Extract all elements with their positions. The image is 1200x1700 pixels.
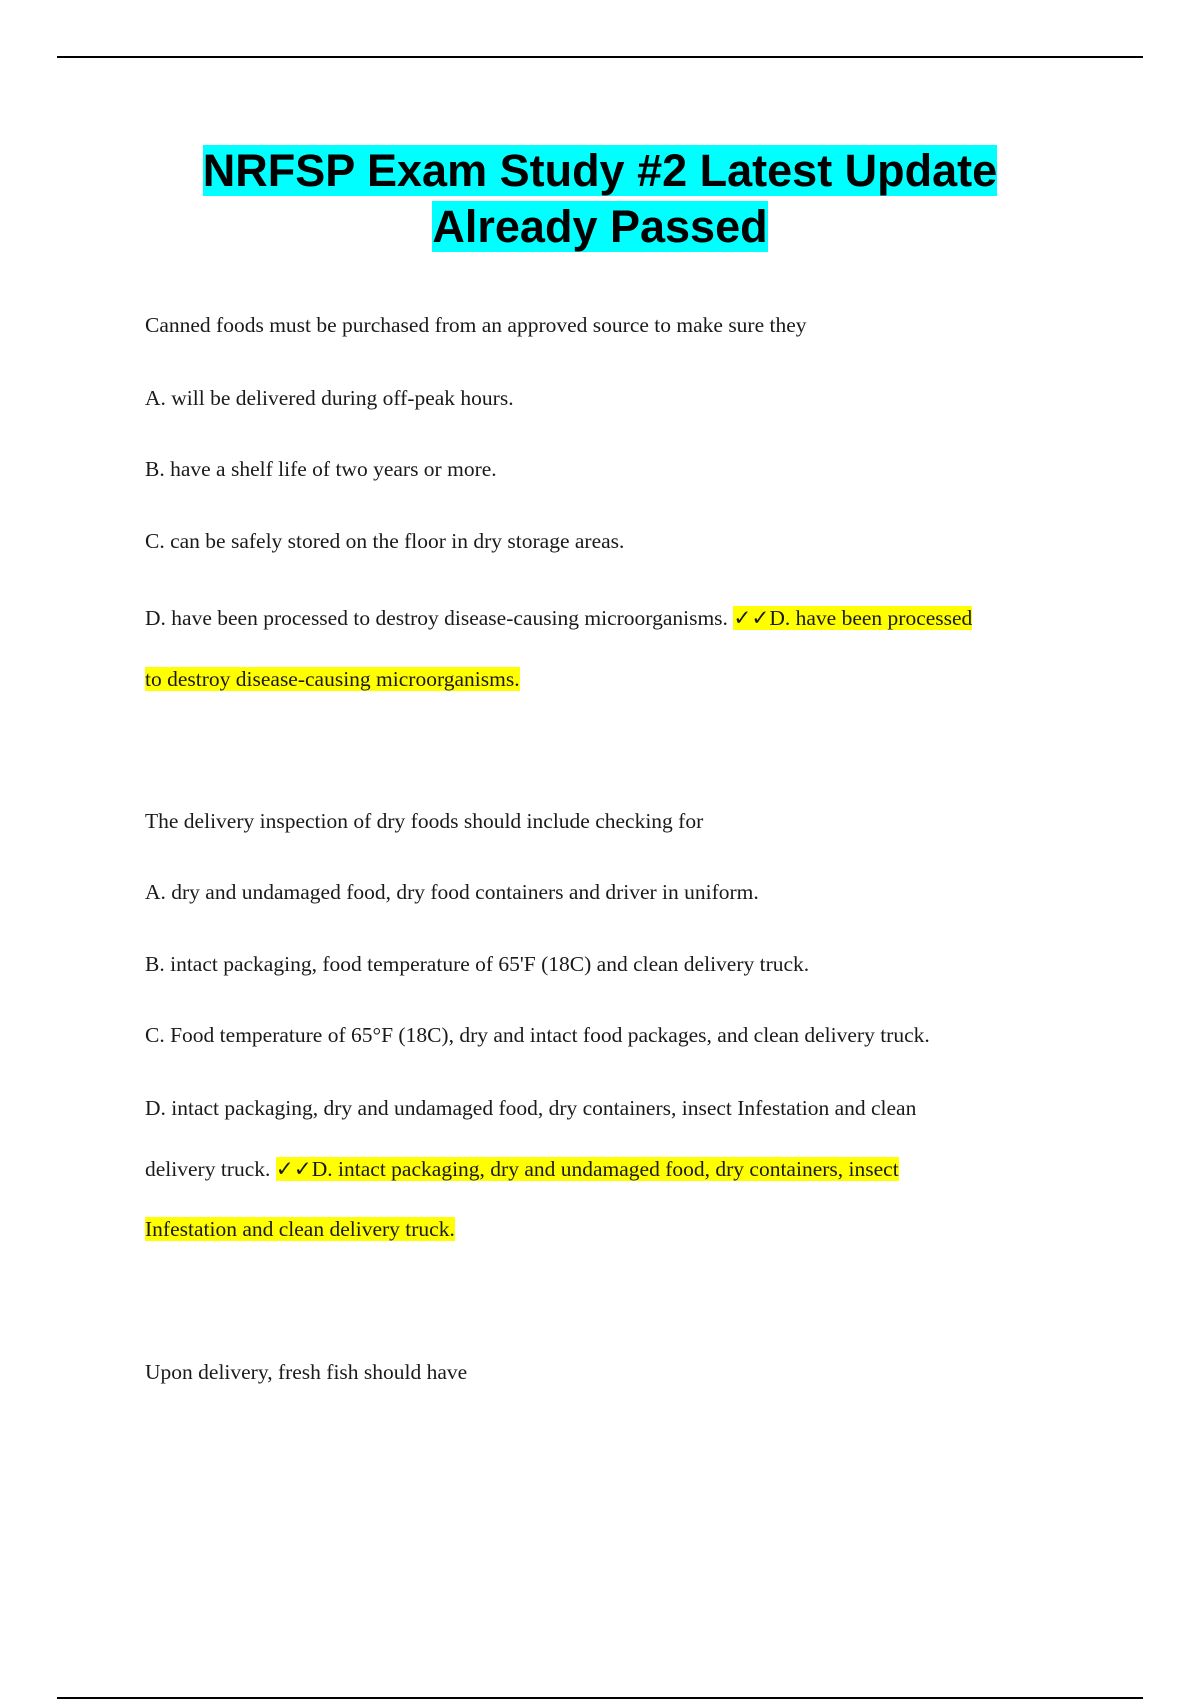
top-rule bbox=[57, 56, 1143, 58]
question-2-answer-part-2: Infestation and clean delivery truck. bbox=[145, 1217, 455, 1241]
question-1-answer-line-2 bbox=[145, 664, 520, 694]
question-1-option-c: C. can be safely stored on the floor in dry storage areas. bbox=[145, 529, 625, 553]
question-2-option-a: A. dry and undamaged food, dry food containers and driver in uniform. bbox=[145, 880, 759, 904]
question-3-prompt: Upon delivery, fresh fish should have bbox=[145, 1360, 468, 1384]
question-2-answer-line-2 bbox=[145, 1214, 455, 1244]
question-1-option-d-line bbox=[145, 603, 972, 633]
question-2-answer-part-1: ✓✓D. intact packaging, dry and undamaged food, dry containers, insect bbox=[275, 1157, 899, 1181]
question-2-option-d: D. intact packaging, dry and undamaged food, dry containers, insect Infestation and clean bbox=[145, 1096, 917, 1120]
question-1-option-a: A. will be delivered during off-peak hours. bbox=[145, 386, 514, 410]
question-1-option-d: D. have been processed to destroy disease-causing microorganisms. bbox=[145, 606, 728, 630]
question-2-prompt: The delivery inspection of dry foods should include checking for bbox=[145, 809, 704, 833]
question-2-option-d-continued: delivery truck. bbox=[145, 1157, 271, 1181]
bottom-rule bbox=[57, 1697, 1143, 1699]
page-title bbox=[0, 143, 1200, 255]
question-2-option-d-line-2 bbox=[145, 1154, 899, 1184]
question-1-prompt: Canned foods must be purchased from an approved source to make sure they bbox=[145, 313, 807, 337]
title-line-1: NRFSP Exam Study #2 Latest Update bbox=[202, 145, 998, 196]
question-2-option-c: C. Food temperature of 65°F (18C), dry and intact food packages, and clean delivery truck. bbox=[145, 1023, 930, 1047]
question-1-answer-part-1: ✓✓D. have been processed bbox=[733, 606, 973, 630]
title-line-2: Already Passed bbox=[432, 201, 768, 252]
question-1-option-b: B. have a shelf life of two years or more. bbox=[145, 457, 497, 481]
question-1-answer-part-2: to destroy disease-causing microorganisms. bbox=[145, 667, 520, 691]
question-2-option-b: B. intact packaging, food temperature of 65'F (18C) and clean delivery truck. bbox=[145, 952, 810, 976]
